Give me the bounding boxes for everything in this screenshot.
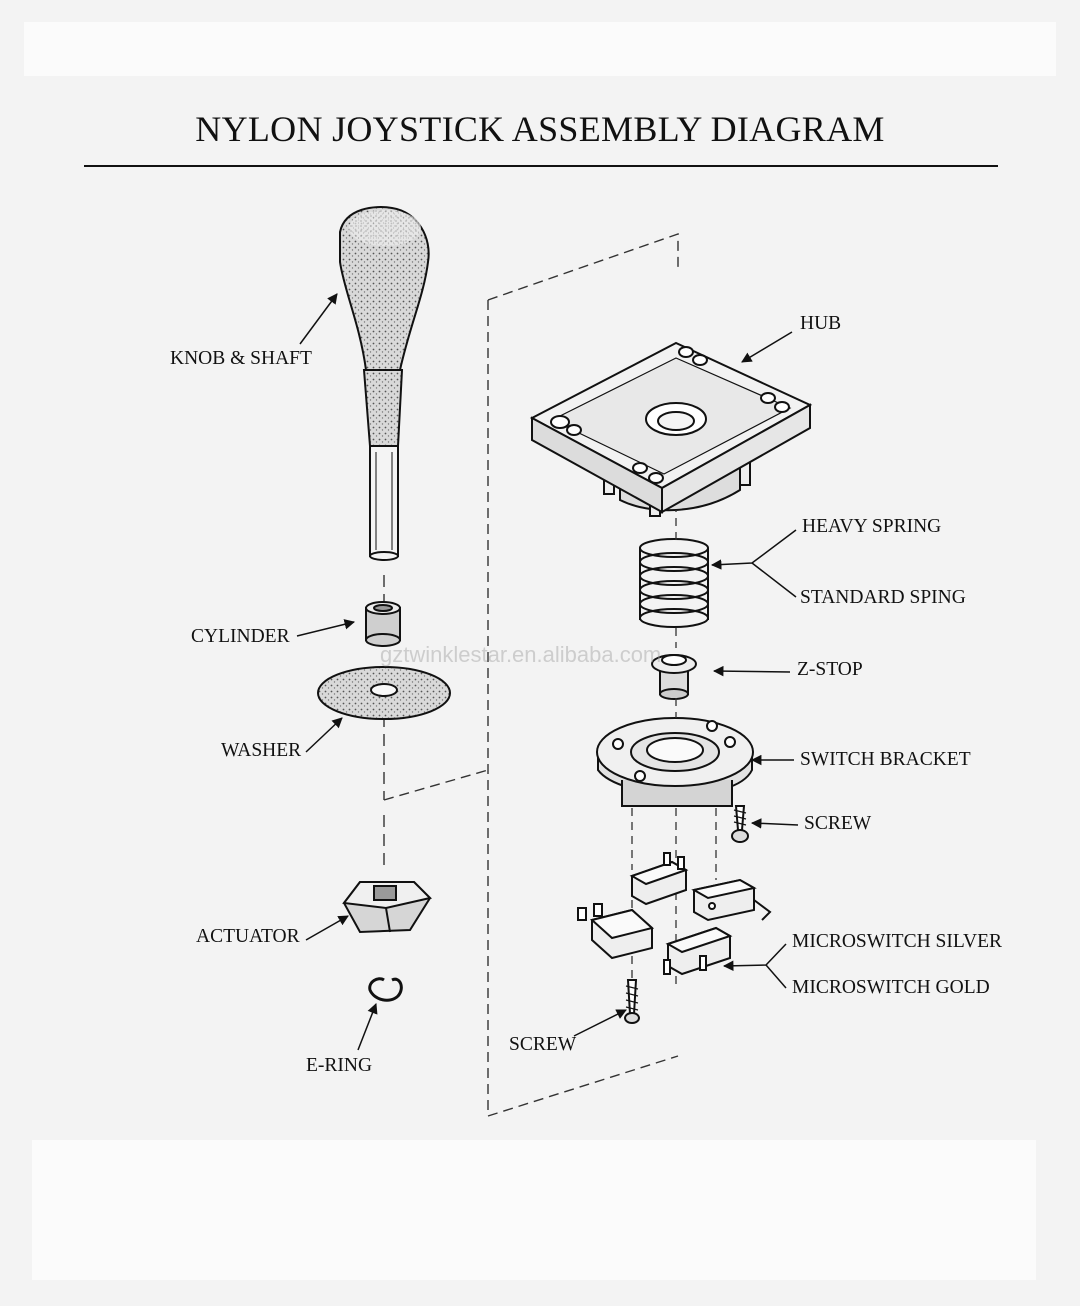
cylinder-part — [366, 602, 400, 646]
screw-bottom-part — [625, 980, 639, 1023]
actuator-part — [344, 882, 430, 932]
label-microswitch-gold: MICROSWITCH GOLD — [792, 977, 990, 998]
page-title: NYLON JOYSTICK ASSEMBLY DIAGRAM — [195, 109, 885, 149]
watermark: gztwinklestar.en.alibaba.com — [380, 642, 662, 667]
title-rule — [84, 165, 998, 167]
knob-shaft-part — [340, 207, 429, 560]
label-screw-right: SCREW — [804, 813, 872, 834]
label-e-ring: E-RING — [306, 1055, 373, 1076]
label-hub: HUB — [800, 313, 842, 334]
label-cylinder: CYLINDER — [191, 626, 290, 647]
microswitch-4 — [664, 928, 730, 974]
spring-part — [640, 539, 708, 627]
label-standard-spring: STANDARD SPING — [800, 587, 966, 608]
hub-part — [532, 343, 810, 516]
e-ring-part — [370, 979, 402, 1001]
switch-bracket-part — [597, 718, 753, 806]
label-z-stop: Z-STOP — [797, 659, 863, 680]
microswitch-2 — [694, 880, 770, 920]
label-actuator: ACTUATOR — [196, 926, 300, 947]
screw-right-part — [732, 806, 748, 842]
washer-part — [318, 667, 450, 719]
microswitch-1 — [632, 853, 686, 904]
microswitch-3 — [578, 904, 652, 958]
label-switch-bracket: SWITCH BRACKET — [800, 749, 971, 770]
label-heavy-spring: HEAVY SPRING — [802, 516, 942, 537]
label-microswitch-silver: MICROSWITCH SILVER — [792, 931, 1003, 952]
label-washer: WASHER — [221, 740, 302, 761]
label-screw-bottom: SCREW — [509, 1034, 577, 1055]
label-knob-shaft: KNOB & SHAFT — [170, 348, 312, 369]
